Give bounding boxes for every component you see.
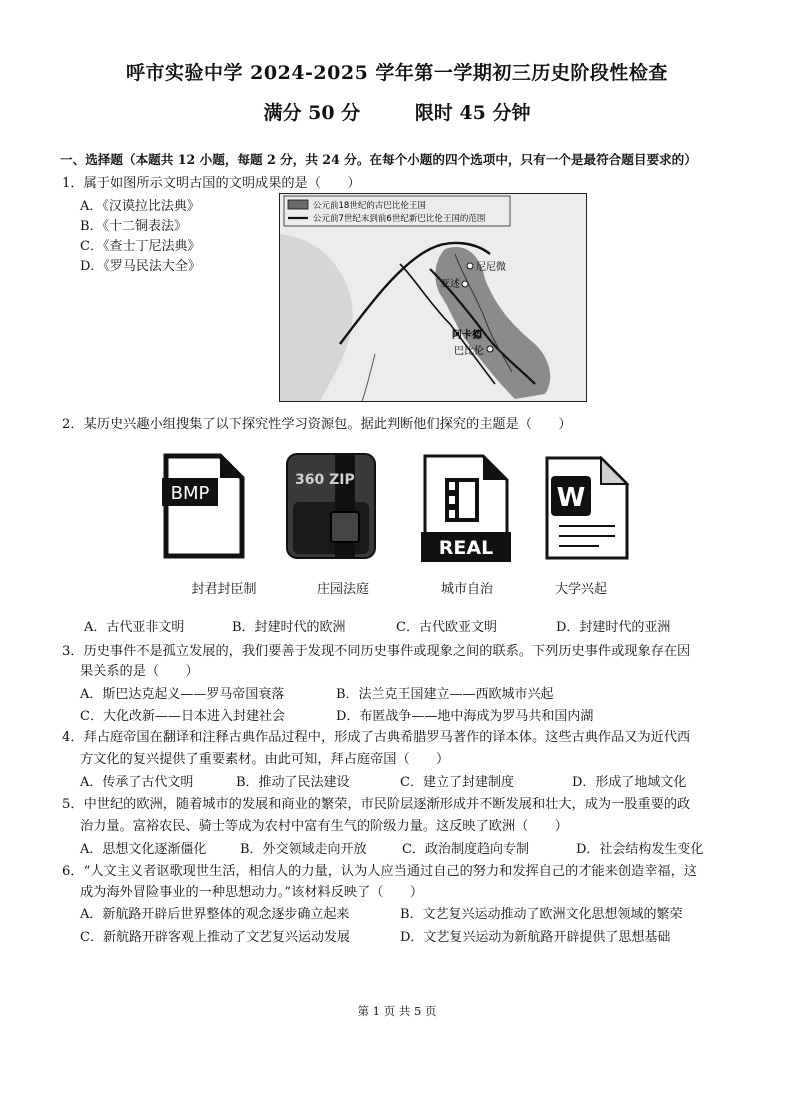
q5-option-c: C．政治制度趋向专制 xyxy=(402,842,529,857)
q1-option-b: B．《十二铜表法》 xyxy=(80,219,188,234)
q6-option-c: C．新航路开辟客观上推动了文艺复兴运动发展 xyxy=(80,930,350,945)
exam-title: 呼市实验中学 2024-2025 学年第一学期初三历史阶段性检查 xyxy=(126,62,668,84)
legend-swatch-shaded xyxy=(288,200,308,209)
file-icon-bmp xyxy=(162,452,246,564)
q3-option-a: A．斯巴达克起义——罗马帝国衰落 xyxy=(80,687,285,702)
icon-badge-bmp: BMP xyxy=(170,483,210,504)
q5-option-b: B．外交领域走向开放 xyxy=(240,842,367,857)
word-document-icon xyxy=(543,452,631,568)
city-marker-babylon xyxy=(487,346,493,352)
icon-badge-w: W xyxy=(556,483,586,513)
city-label-nineveh: 尼尼微 xyxy=(476,262,506,273)
icon-badge-zip: 360 ZIP xyxy=(295,472,355,488)
q4-stem-line2: 方文化的复兴提供了重要素材。由此可知，拜占庭帝国（ ） xyxy=(80,752,450,767)
q3-option-c: C．大化改新——日本进入封建社会 xyxy=(80,709,285,724)
city-marker-nineveh xyxy=(467,263,473,269)
q2-option-a: A．古代亚非文明 xyxy=(84,620,185,635)
q6-option-d: D．文艺复兴运动为新航路开辟提供了思想基础 xyxy=(400,930,671,945)
q4-stem-line1: 4．拜占庭帝国在翻译和注释古典作品过程中，形成了古典希腊罗马著作的译本体。这些古典作品又为近代西 xyxy=(62,730,691,745)
q4-option-d: D．形成了地域文化 xyxy=(572,775,687,790)
q5-option-a: A．思想文化逐渐僵化 xyxy=(80,842,207,857)
icon-caption-4: 大学兴起 xyxy=(554,582,607,597)
q3-stem-line1: 3．历史事件不是孤立发展的，我们要善于发现不同历史事件或现象之间的联系。下列历史事件或现象存在因 xyxy=(62,644,691,659)
city-label-akkad: 阿卡德 xyxy=(452,330,482,341)
legend-label-2: 公元前7世纪末到前6世纪新巴比伦王国的范围 xyxy=(313,214,486,224)
city-marker-assur xyxy=(462,281,468,287)
archive-icon-zip xyxy=(285,452,377,566)
map-drawing xyxy=(280,194,586,401)
full-score: 满分 50 分 xyxy=(263,102,361,124)
legend-label-1: 公元前18世纪的古巴比伦王国 xyxy=(313,201,426,211)
q5-stem-line1: 5．中世纪的欧洲，随着城市的发展和商业的繁荣，市民阶层逐渐形成并不断发展和壮大，成为一股重要的政 xyxy=(62,797,691,812)
icon-caption-3: 城市自治 xyxy=(440,582,493,597)
video-file-icon-real xyxy=(421,452,511,568)
q1-stem: 1．属于如图所示文明古国的文明成果的是（ ） xyxy=(62,176,361,191)
q1-option-c: C．《查士丁尼法典》 xyxy=(80,239,201,254)
q6-stem-line2: 成为海外冒险事业的一种思想动力。”该材料反映了（ ） xyxy=(80,885,424,900)
page-number: 第 1 页 共 5 页 xyxy=(357,1004,437,1018)
mesopotamia-map xyxy=(279,193,587,402)
q5-stem-line2: 治力量。富裕农民、骑士等成为农村中富有生气的阶级力量。这反映了欧洲（ ） xyxy=(80,819,568,834)
q6-stem-line1: 6．“人文主义者讴歌现世生活，相信人的力量，认为人应当通过自己的努力和发挥自己的才能来创造幸福，这 xyxy=(62,864,697,879)
city-label-babylon: 巴比伦 xyxy=(454,346,484,357)
q3-option-b: B．法兰克王国建立——西欧城市兴起 xyxy=(336,687,554,702)
exam-subtitle xyxy=(0,98,794,125)
icon-caption-2: 庄园法庭 xyxy=(316,582,369,597)
q4-option-a: A．传承了古代文明 xyxy=(80,775,194,790)
q6-option-a: A．新航路开辟后世界整体的观念逐步确立起来 xyxy=(80,907,350,922)
time-limit: 限时 45 分钟 xyxy=(414,102,531,124)
city-label-assur: 亚述 xyxy=(440,279,460,290)
q3-stem-line2: 果关系的是（ ） xyxy=(80,664,199,679)
q1-option-a: A．《汉谟拉比法典》 xyxy=(80,199,200,214)
q5-option-d: D．社会结构发生变化 xyxy=(576,842,704,857)
q2-option-b: B．封建时代的欧洲 xyxy=(232,620,346,635)
q3-option-d: D．布匿战争——地中海成为罗马共和国内湖 xyxy=(336,709,594,724)
section-heading: 一、选择题（本题共 12 小题，每题 2 分，共 24 分。在每个小题的四个选项中，只有一个是最符合题目要求的） xyxy=(60,152,697,167)
q2-option-c: C．古代欧亚文明 xyxy=(396,620,497,635)
q1-option-d: D．《罗马民法大全》 xyxy=(80,259,201,274)
q4-option-c: C．建立了封建制度 xyxy=(400,775,514,790)
q4-option-b: B．推动了民法建设 xyxy=(236,775,350,790)
q2-stem: 2．某历史兴趣小组搜集了以下探究性学习资源包。据此判断他们探究的主题是（ ） xyxy=(62,417,572,432)
q2-option-d: D．封建时代的亚洲 xyxy=(556,620,671,635)
icon-caption-1: 封君封臣制 xyxy=(191,582,257,597)
q6-option-b: B．文艺复兴运动推动了欧洲文化思想领域的繁荣 xyxy=(400,907,683,922)
icon-badge-real: REAL xyxy=(438,537,494,559)
